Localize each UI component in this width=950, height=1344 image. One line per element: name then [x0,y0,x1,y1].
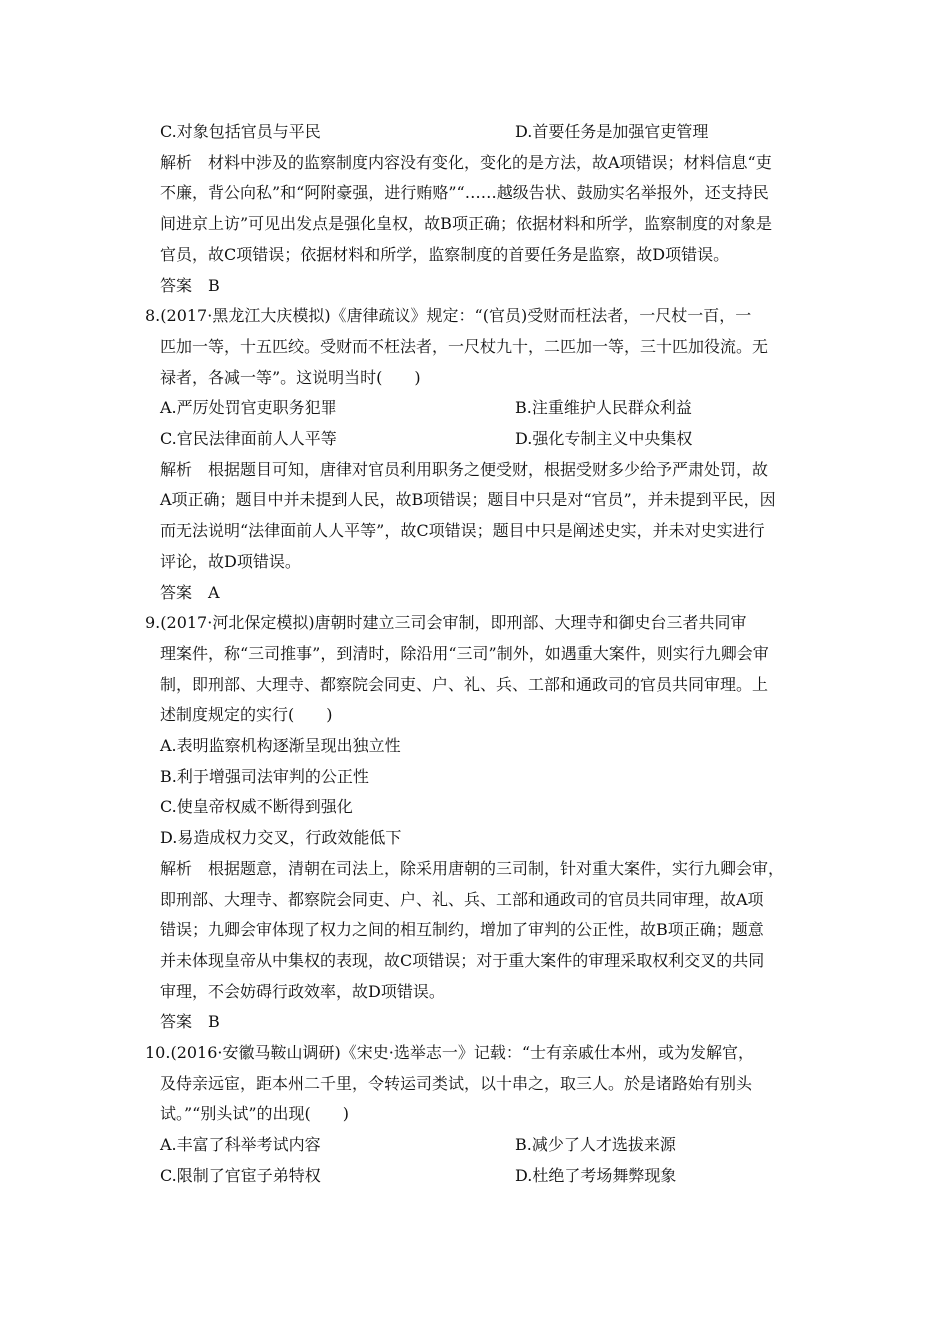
analysis-line: 而无法说明“法律面前人人平等”，故C项错误；题目中只是阐述史实，并未对史实进行 [160,521,765,541]
option-right: D.杜绝了考场舞弊现象 [515,1165,677,1185]
option-left: A.严厉处罚官吏职务犯罪 [160,398,337,418]
question-line: 及侍亲远宦，距本州二千里，令转运司类试，以十串之，取三人。於是诸路始有别头 [160,1073,753,1093]
question-line: 述制度规定的实行( ) [160,705,333,725]
question-line: 匹加一等，十五匹绞。受财而不枉法者，一尺杖九十，二匹加一等，三十匹加役流。无 [160,336,769,356]
answer-line: 答案 B [160,275,220,295]
analysis-line: 并未体现皇帝从中集权的表现，故C项错误；对于重大案件的审理采取权利交叉的共同 [160,950,765,970]
option-left: C.对象包括官员与平民 [160,122,321,141]
option-right: B.注重维护人民群众利益 [515,398,692,418]
option: B.利于增强司法审判的公正性 [160,766,369,786]
question-line: 试。”“别头试”的出现( ) [160,1104,350,1124]
analysis-line: 审理，不会妨碍行政效率，故D项错误。 [160,981,445,1001]
question-line: 9.(2017·河北保定模拟)唐朝时建立三司会审制，即刑部、大理寺和御史台三者共同审 [145,613,747,633]
option: A.表明监察机构逐渐呈现出独立性 [160,736,401,755]
analysis-line: 即刑部、大理寺、都察院会同吏、户、礼、兵、工部和通政司的官员共同审理，故A项 [160,889,764,909]
option-left: A.丰富了科举考试内容 [160,1135,321,1155]
option-left: C.限制了官宦子弟特权 [160,1165,321,1185]
analysis-line: 解析 根据题目可知，唐律对官员利用职务之便受财，根据受财多少给予严肃处罚，故 [160,459,769,479]
question-line: 制，即刑部、大理寺、都察院会同吏、户、礼、兵、工部和通政司的官员共同审理。上 [160,674,769,694]
analysis-line: 间进京上访”可见出发点是强化皇权，故B项正确；依据材料和所学，监察制度的对象是 [160,214,772,234]
analysis-line: 错误；九卿会审体现了权力之间的相互制约，增加了审判的公正性，故B项正确；题意 [160,920,764,940]
analysis-line: 解析 材料中涉及的监察制度内容没有变化，变化的是方法，故A项错误；材料信息“吏 [160,152,772,172]
question-line: 8.(2017·黑龙江大庆模拟)《唐律疏议》规定：“(官员)受财而枉法者，一尺杖一百，一 [145,306,752,326]
option-right: D.首要任务是加强官吏管理 [515,122,709,141]
analysis-line: 官员，故C项错误；依据材料和所学，监察制度的首要任务是监察，故D项错误。 [160,244,730,264]
analysis-line: 不廉，背公向私”和“阿附豪强，进行贿赂”“……越级告状、鼓励实名举报外，还支持民 [160,183,769,203]
analysis-line: 解析 根据题意，清朝在司法上，除采用唐朝的三司制，针对重大案件，实行九卿会审， [160,858,785,878]
option: C.使皇帝权威不断得到强化 [160,797,353,817]
question-line: 10.(2016·安徽马鞍山调研)《宋史·选举志一》记载：“士有亲戚仕本州，或为发解官， [145,1043,755,1062]
question-line: 理案件，称“三司推事”，到清时，除沿用“三司”制外，如遇重大案件，则实行九卿会审 [160,643,769,663]
option-right: D.强化专制主义中央集权 [515,429,693,448]
option: D.易造成权力交叉，行政效能低下 [160,828,402,848]
answer-line: 答案 B [160,1012,220,1032]
option-left: C.官民法律面前人人平等 [160,429,337,448]
analysis-line: 评论，故D项错误。 [160,551,301,571]
analysis-line: A项正确；题目中并未提到人民，故B项错误；题目中只是对“官员”，并未提到平民，因 [160,490,776,510]
answer-line: 答案 A [160,582,220,602]
option-right: B.减少了人才选拔来源 [515,1135,676,1155]
question-line: 禄者，各减一等”。这说明当时( ) [160,367,421,387]
